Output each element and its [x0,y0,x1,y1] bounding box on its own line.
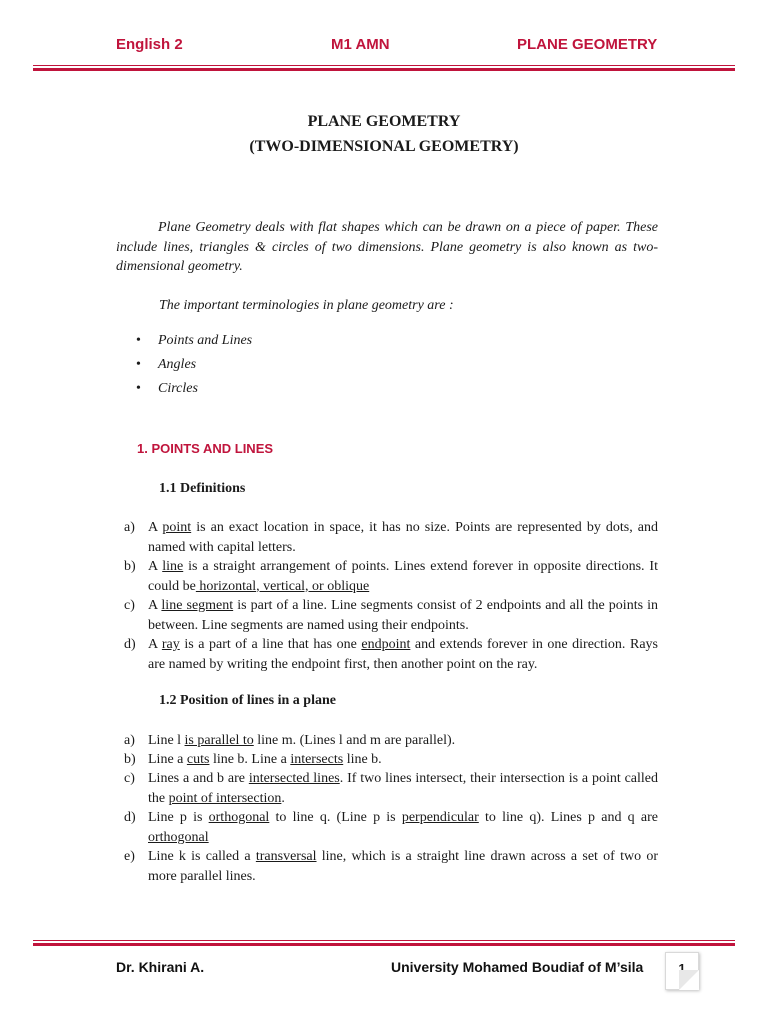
item-label: d) [124,637,136,652]
subsection-heading-position-of-lines: 1.2 Position of lines in a plane [159,693,336,708]
item-label: a) [124,733,135,748]
text-span: to line q). Lines p and q are [478,810,658,825]
bullet-icon: • [136,381,141,396]
item-label: b) [124,752,136,767]
text-span: is a part of a line that has one [179,637,362,652]
text-span: Line k is called a [148,849,256,864]
page-curl-icon [679,970,699,990]
underlined-term: orthogonal [208,810,270,825]
text-span: line, which is a straight line drawn across a set of two or more parallel lines. [148,849,658,884]
underlined-term: ray [161,637,180,652]
header-rule-thick [33,68,735,71]
underlined-term: orthogonal [148,829,209,845]
bullet-icon: • [136,333,141,348]
bullet-icon: • [136,357,141,372]
text-span: to line q. (Line p is [269,810,402,825]
item-label: a) [124,520,135,535]
underlined-term: line segment [161,598,234,613]
text-span: is part of a line. Line segments consist of 2 endpoints and all the points in between. Line segments are named using their endpoints. [148,598,659,633]
underlined-term: cuts [186,752,210,767]
underlined-term: line [162,559,184,574]
position-item [124,750,658,770]
position-item [124,731,658,751]
page-number-box [665,952,699,990]
underlined-term: point [162,520,192,535]
underlined-term: point of intersection [168,790,282,806]
text-span: and extends forever in one direction. Rays are named by writing the endpoint first, then another point on the ray. [148,637,658,672]
page-title: PLANE GEOMETRY [307,113,461,130]
text-span: line b. Line a [209,752,291,767]
text-span: A [148,559,163,574]
definition-item [124,596,658,635]
item-label: d) [124,810,136,825]
terminology-intro: The important terminologies in plane geometry are : [159,298,454,313]
definition-item [124,557,658,596]
footer-university: University Mohamed Boudiaf of M’sila [391,959,644,975]
underlined-term: perpendicular [401,810,479,825]
footer-rule-thin [33,940,735,941]
text-span: A [148,520,163,535]
position-item [124,808,658,847]
page-number: 1 [678,961,686,976]
footer-author: Dr. Khirani A. [116,959,205,975]
header-left: English 2 [116,36,183,53]
subsection-heading-definitions: 1.1 Definitions [159,481,246,496]
item-label: c) [124,598,135,613]
text-span: Line a [148,752,187,767]
text-span: Line p is [148,810,209,825]
item-label: c) [124,771,135,786]
footer-rule-thick [33,943,735,946]
page-subtitle: (TWO-DIMENSIONAL GEOMETRY) [249,138,519,155]
underlined-term: transversal [255,849,317,864]
header-center: M1 AMN [331,36,390,53]
definition-item [124,635,658,674]
header-right: PLANE GEOMETRY [517,36,658,53]
text-span: Lines a and b are [148,771,249,786]
text-span: is an exact location in space, it has no size. Points are represented by dots, and named with capital letters. [148,520,658,555]
text-span: is a straight arrangement of points. Lines extend forever in opposite directions. It could be [148,559,658,594]
underlined-term: endpoint [361,637,411,652]
bullet-text: Circles [158,381,198,396]
item-label: b) [124,559,136,574]
text-span: . If two lines intersect, their intersection is a point called the [148,771,659,806]
bullet-text: Angles [158,357,197,372]
text-span: A [148,598,162,613]
text-span: A [148,637,162,652]
bullet-text: Points and Lines [158,333,253,348]
section-heading-points-and-lines: 1. POINTS AND LINES [137,441,274,456]
underlined-term: intersected lines [248,771,340,786]
item-label: e) [124,849,135,864]
position-item [124,769,658,808]
position-item [124,847,658,886]
definition-item [124,518,658,557]
underlined-term: intersects [290,752,344,767]
text-span: Line l [148,733,185,748]
header-rule-thin [33,65,735,66]
underlined-term: is parallel to [184,733,254,748]
text-span: . [281,790,285,806]
underlined-term: horizontal, vertical, or oblique [195,578,370,594]
text-span: line b. [343,752,382,767]
intro-paragraph: Plane Geometry deals with flat shapes which can be drawn on a piece of paper. These include lines, triangles & circles of two dimensions. Plane geometry is also known as two-dimensional geometry. [116,220,658,274]
text-span: line m. (Lines l and m are parallel). [253,733,456,748]
